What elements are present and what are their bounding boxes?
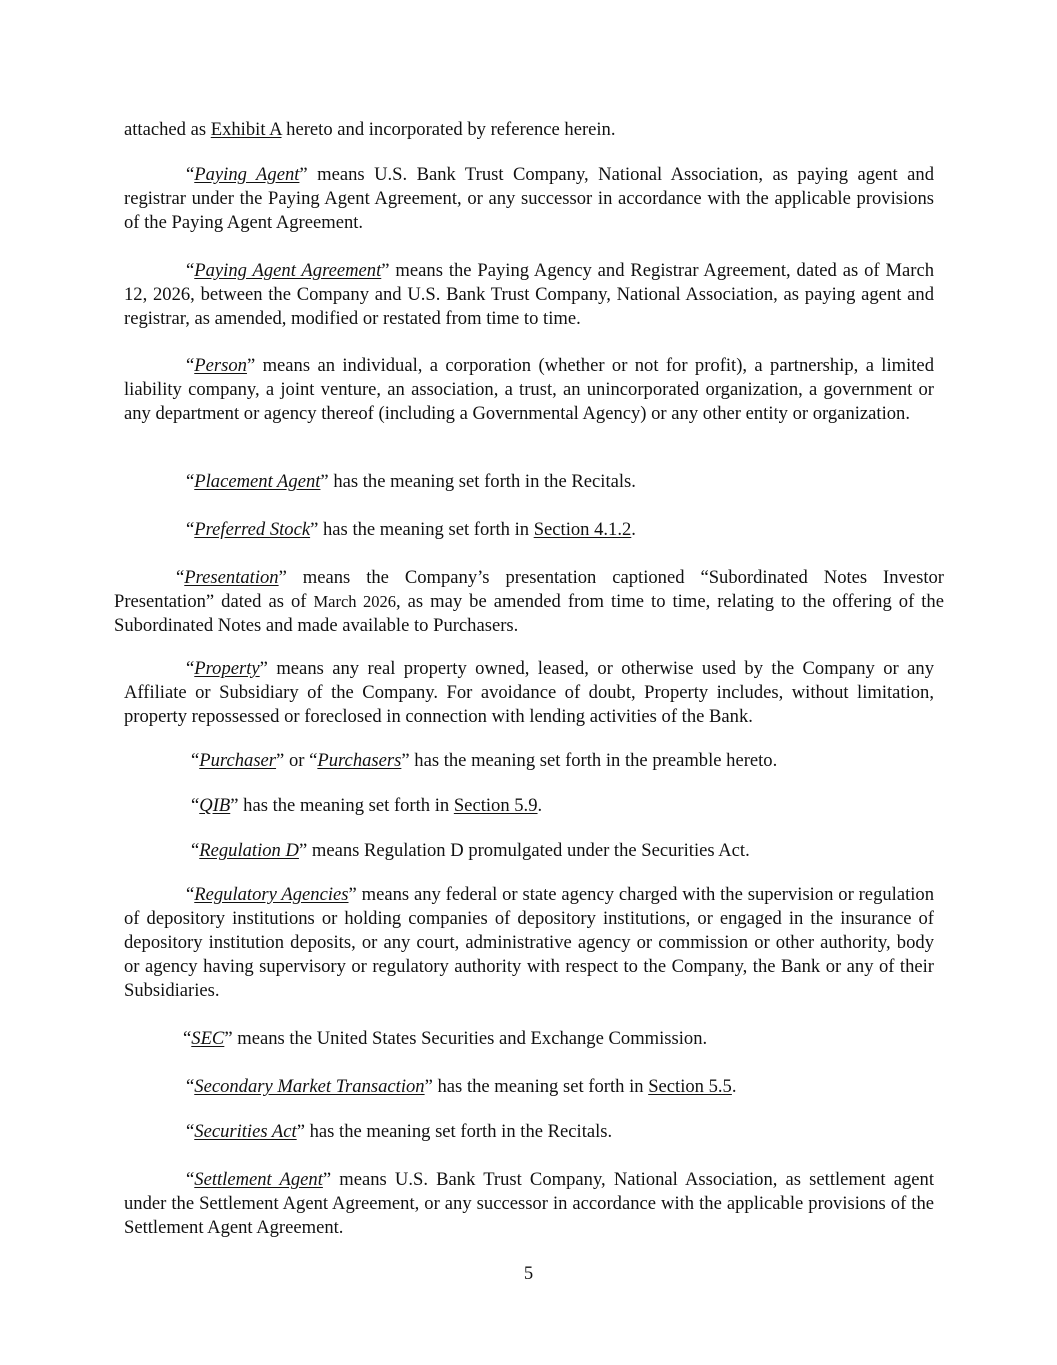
close-quote: ” [259, 658, 268, 679]
defined-term: SEC [191, 1028, 225, 1049]
definition-preferred-stock [124, 518, 934, 542]
intro-paragraph [124, 118, 934, 142]
open-quote: “ [186, 1076, 195, 1097]
close-quote: ” [381, 260, 390, 281]
definition-text: has the meaning set forth in [432, 1076, 649, 1097]
date-text: March 2026 [313, 592, 396, 611]
close-quote: ” [276, 750, 285, 771]
defined-term: Placement Agent [194, 471, 321, 492]
close-quote: ” [424, 1076, 433, 1097]
defined-term: Purchaser [199, 750, 277, 771]
close-quote: ” [299, 164, 308, 185]
sentence-end: . [631, 519, 636, 540]
close-quote: ” [298, 840, 308, 861]
open-quote: “ [186, 1169, 195, 1190]
defined-term: Paying Agent [194, 164, 300, 185]
open-quote: “ [186, 1121, 195, 1142]
definition-text: means U.S. Bank Trust Company, National Association, as settlement agent under the Settlement Agent Agreement, or any successor in accordance with the applicable provisions of the Settlement Agent Agreement. [124, 1169, 934, 1238]
definition-qib [124, 794, 934, 818]
defined-term: Property [194, 658, 260, 679]
intro-text-before: attached as [124, 119, 211, 140]
close-quote: ” [322, 1169, 332, 1190]
definition-text: means any real property owned, leased, or otherwise used by the Company or any Affiliate or Subsidiary of the Company. For avoidance of doubt, Property includes, without limitation, property repossessed or foreclosed in connection with lending activities of the Bank. [124, 658, 934, 727]
open-quote: “ [191, 840, 200, 861]
defined-term: Person [194, 355, 247, 376]
defined-term: Regulation D [199, 840, 299, 861]
open-quote: “ [176, 567, 185, 588]
defined-term: Paying Agent Agreement [194, 260, 382, 281]
close-quote: ” [296, 1121, 305, 1142]
definition-regulatory-agencies [124, 883, 934, 1003]
section-reference: Section 4.1.2 [533, 519, 632, 540]
open-quote: “ [186, 471, 195, 492]
section-reference: Section 5.5 [648, 1076, 732, 1097]
definition-text: has the meaning set forth in [238, 795, 454, 816]
definition-text: means Regulation D promulgated under the Securities Act. [307, 840, 750, 861]
defined-term: Secondary Market Transaction [194, 1076, 425, 1097]
definition-text: means U.S. Bank Trust Company, National Association, as paying agent and registrar under the Paying Agent Agreement, or any successor in accordance with the applicable provisions of the Paying Agent Agreement. [124, 164, 934, 233]
open-quote: “ [186, 519, 195, 540]
definition-settlement-agent [124, 1168, 934, 1240]
close-quote: ” [224, 1028, 233, 1049]
open-quote: “ [191, 750, 200, 771]
close-quote: ” [230, 795, 239, 816]
close-quote: ” [320, 471, 329, 492]
defined-term: Presentation [184, 567, 279, 588]
close-quote: ” [401, 750, 410, 771]
open-quote: “ [186, 884, 195, 905]
open-quote: “ [186, 658, 195, 679]
close-quote: ” [278, 567, 287, 588]
defined-term: Regulatory Agencies [194, 884, 349, 905]
intro-text-after: hereto and incorporated by reference herein. [281, 119, 616, 140]
definition-text: means the Paying Agency and Registrar Agreement, dated as of March 12, 2026, between the Company and U.S. Bank Trust Company, National Association, as paying agent and registrar, as amended, modified or restated from time to time. [124, 260, 934, 329]
defined-term-plural: Purchasers [317, 750, 402, 771]
open-quote: “ [186, 164, 195, 185]
close-quote: ” [246, 355, 256, 376]
definition-text: means the United States Securities and Exchange Commission. [232, 1028, 708, 1049]
definition-text: has the meaning set forth in [318, 519, 534, 540]
definition-sec [124, 1027, 934, 1051]
definition-text: has the meaning set forth in the Recitals. [328, 471, 636, 492]
definition-paying-agent [124, 163, 934, 235]
definition-paying-agent-agreement [124, 259, 934, 331]
close-quote: ” [348, 884, 357, 905]
definition-text: means the Company’s presentation captioned “Subordinated Notes Investor Presentation” dated as of [114, 567, 944, 612]
section-reference: Section 5.9 [453, 795, 538, 816]
exhibit-a-reference: Exhibit A [210, 119, 282, 140]
definition-property [124, 657, 934, 729]
defined-term: Securities Act [194, 1121, 297, 1142]
or-connector: or “ [284, 750, 318, 771]
definition-text: means an individual, a corporation (whether or not for profit), a partnership, a limited liability company, a joint venture, an association, a trust, an unincorporated organization, a government or any department or agency thereof (including a Governmental Agency) or any other entity or organization. [124, 355, 934, 424]
page-number: 5 [523, 1263, 534, 1284]
definition-purchaser [124, 749, 934, 773]
open-quote: “ [183, 1028, 192, 1049]
open-quote: “ [191, 795, 200, 816]
defined-term: Settlement Agent [194, 1169, 323, 1190]
definition-secondary-market-transaction [124, 1075, 934, 1099]
definition-placement-agent [124, 470, 934, 494]
sentence-end: . [731, 1076, 737, 1097]
definition-regulation-d [124, 839, 934, 863]
definition-securities-act [124, 1120, 934, 1144]
sentence-end: . [537, 795, 543, 816]
open-quote: “ [186, 260, 195, 281]
definition-text-continued: , as may be amended from time to time, relating to the offering of the Subordinated Notes and made available to Purchasers. [114, 591, 944, 636]
definition-text: has the meaning set forth in the preamble hereto. [409, 750, 778, 771]
definition-person [124, 354, 934, 426]
open-quote: “ [186, 355, 195, 376]
defined-term: QIB [199, 795, 231, 816]
definition-presentation [114, 566, 944, 638]
definition-text: has the meaning set forth in the Recitals. [304, 1121, 613, 1142]
close-quote: ” [310, 519, 319, 540]
definition-text: means any federal or state agency charged with the supervision or regulation of depository institutions or holding companies of depository institutions, or engaged in the insurance of depository institution deposits, or any court, administrative agency or commission or other authority, body or agency having supervisory or regulatory authority with respect to the Company, the Bank or any of their Subsidiaries. [124, 884, 935, 1001]
defined-term: Preferred Stock [194, 519, 311, 540]
